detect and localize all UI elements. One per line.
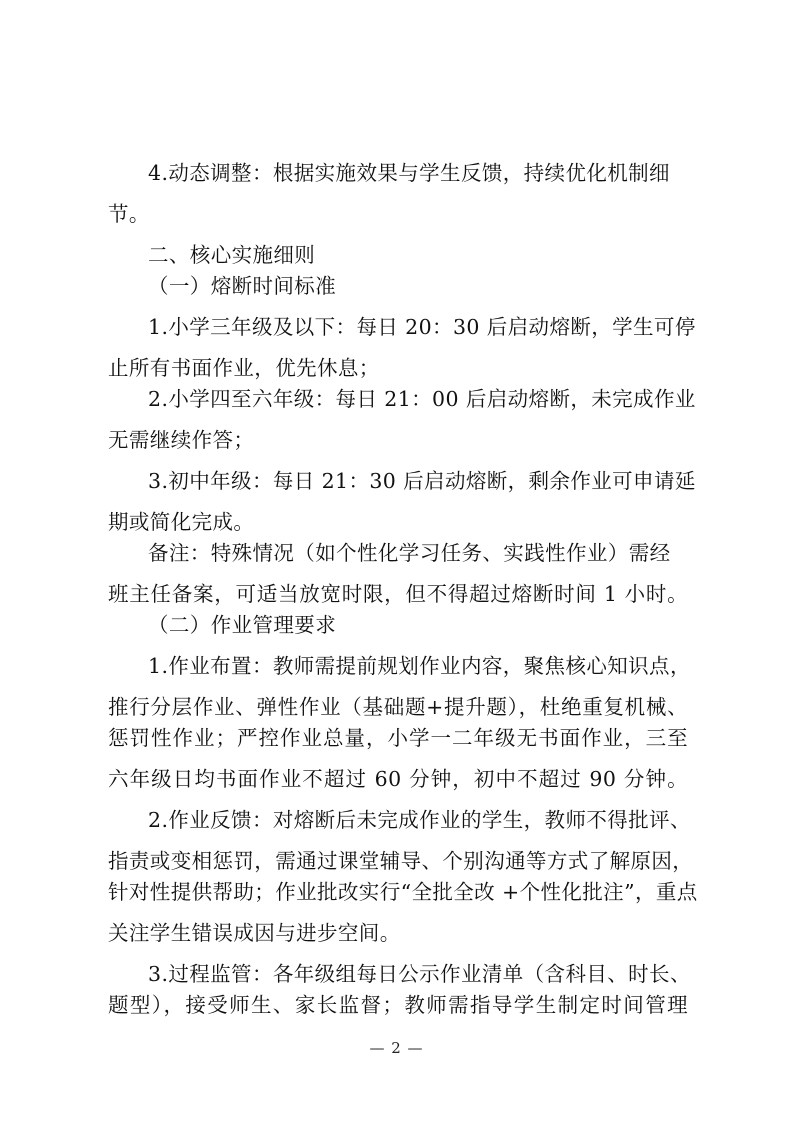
paragraph-line: 4.动态调整：根据实施效果与学生反馈，持续优化机制细 (148, 161, 670, 185)
note-line: 班主任备案，可适当放宽时限，但不得超过熔断时间 1 小时。 (108, 582, 688, 606)
paragraph-line: 1.小学三年级及以下：每日 20：30 后启动熔断，学生可停 (148, 315, 696, 339)
paragraph-line: 题型），接受师生、家长监督；教师需指导学生制定时间管理 (108, 993, 688, 1017)
paragraph-line: 止所有书面作业，优先休息； (108, 356, 380, 380)
subsection-heading: （一）熔断时间标准 (148, 274, 337, 298)
paragraph-line: 推行分层作业、弹性作业（基础题+提升题），杜绝重复机械、 (108, 695, 688, 719)
paragraph-line: 关注学生错误成因与进步空间。 (108, 921, 401, 945)
paragraph-line: 六年级日均书面作业不超过 60 分钟，初中不超过 90 分钟。 (108, 767, 688, 791)
paragraph-line: 2.小学四至六年级：每日 21：00 后启动熔断，未完成作业 (148, 387, 696, 411)
paragraph-line: 惩罚性作业；严控作业总量，小学一二年级无书面作业，三至 (108, 726, 688, 750)
paragraph-line: 节。 (108, 202, 150, 226)
paragraph-line: 指责或变相惩罚，需通过课堂辅导、个别沟通等方式了解原因， (108, 849, 694, 873)
paragraph-line: 2.作业反馈：对熔断后未完成作业的学生，教师不得批评、 (148, 808, 691, 832)
paragraph-line: 1.作业布置：教师需提前规划作业内容，聚焦核心知识点， (148, 654, 691, 678)
note-line: 备注：特殊情况（如个性化学习任务、实践性作业）需经 (148, 541, 671, 565)
paragraph-line: 针对性提供帮助；作业批改实行“全批全改 +个性化批注”，重点 (108, 880, 698, 904)
paragraph-line: 3.过程监管：各年级组每日公示作业清单（含科目、时长、 (148, 962, 691, 986)
page-number: — 2 — (369, 1039, 424, 1057)
paragraph-line: 无需继续作答； (108, 428, 255, 452)
subsection-heading: （二）作业管理要求 (148, 613, 337, 637)
paragraph-line: 期或简化完成。 (108, 510, 255, 534)
paragraph-line: 3.初中年级：每日 21：30 后启动熔断，剩余作业可申请延 (148, 469, 696, 493)
section-heading: 二、核心实施细则 (148, 243, 316, 267)
